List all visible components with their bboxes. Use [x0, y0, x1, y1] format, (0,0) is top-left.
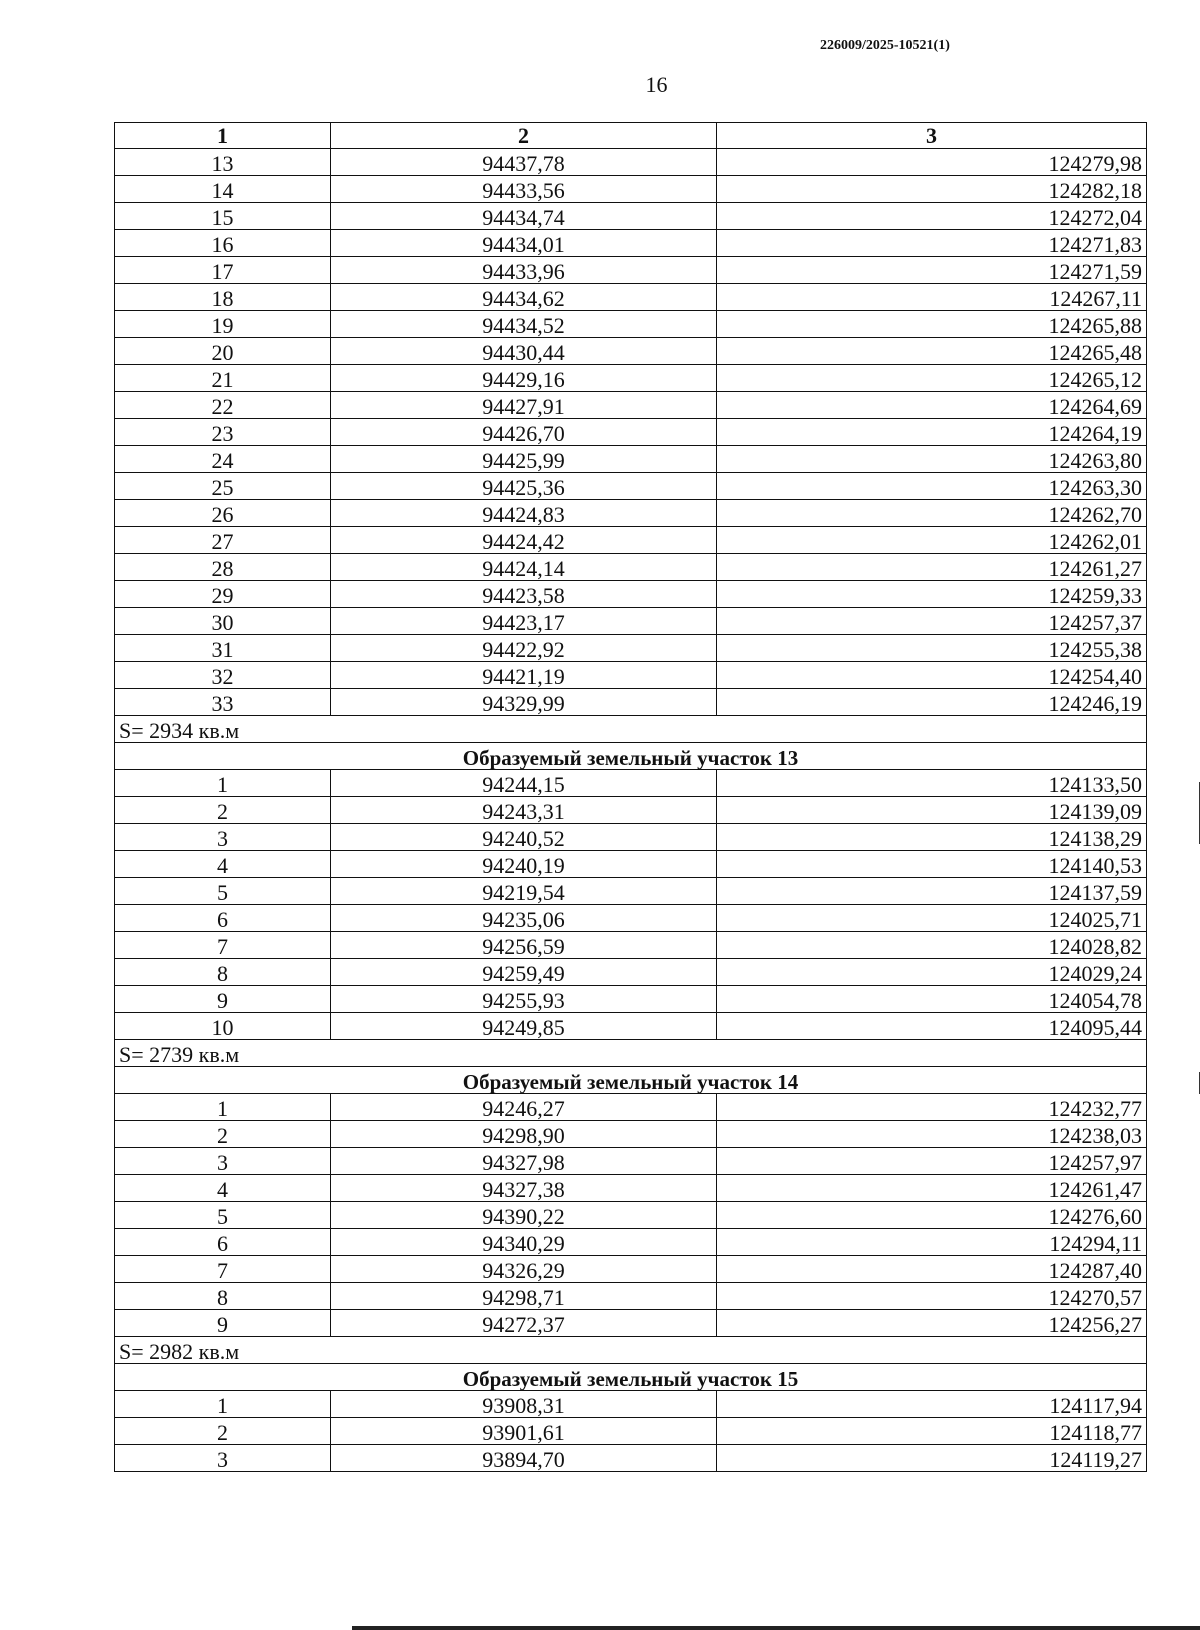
- table-row: [115, 608, 1147, 635]
- table-header-row: [115, 123, 1147, 149]
- table-row: [115, 284, 1147, 311]
- x-coordinate-cell: 94249,85: [331, 1013, 717, 1040]
- table-body: [115, 149, 1147, 1472]
- x-coordinate-cell: 94424,42: [331, 527, 717, 554]
- point-number-cell: 26: [115, 500, 331, 527]
- point-number-cell: 4: [115, 1175, 331, 1202]
- coordinates-table: [114, 122, 1147, 1472]
- y-coordinate-cell: 124254,40: [717, 662, 1147, 689]
- point-number-cell: 32: [115, 662, 331, 689]
- table-row: [115, 986, 1147, 1013]
- point-number-cell: 31: [115, 635, 331, 662]
- point-number-cell: 9: [115, 986, 331, 1013]
- table-row: [115, 1283, 1147, 1310]
- y-coordinate-cell: 124279,98: [717, 149, 1147, 176]
- x-coordinate-cell: 93908,31: [331, 1391, 717, 1418]
- table-row: [115, 1391, 1147, 1418]
- x-coordinate-cell: 94235,06: [331, 905, 717, 932]
- x-coordinate-cell: 94240,19: [331, 851, 717, 878]
- x-coordinate-cell: 94433,56: [331, 176, 717, 203]
- table-row: [115, 392, 1147, 419]
- x-coordinate-cell: 94422,92: [331, 635, 717, 662]
- point-number-cell: 3: [115, 1148, 331, 1175]
- point-number-cell: 10: [115, 1013, 331, 1040]
- table-row: [115, 959, 1147, 986]
- x-coordinate-cell: 94430,44: [331, 338, 717, 365]
- point-number-cell: 5: [115, 1202, 331, 1229]
- x-coordinate-cell: 94340,29: [331, 1229, 717, 1256]
- page-number: 16: [645, 72, 668, 97]
- point-number-cell: 3: [115, 824, 331, 851]
- point-number-cell: 20: [115, 338, 331, 365]
- point-number-cell: 17: [115, 257, 331, 284]
- x-coordinate-cell: 94246,27: [331, 1094, 717, 1121]
- column-header-1: 1: [115, 123, 331, 149]
- table-row: [115, 662, 1147, 689]
- scan-bottom-rule: [352, 1626, 1200, 1630]
- area-value: S= 2934 кв.м: [115, 716, 1147, 743]
- section-title-row: [115, 1067, 1147, 1094]
- point-number-cell: 22: [115, 392, 331, 419]
- point-number-cell: 2: [115, 1418, 331, 1445]
- table-row: [115, 446, 1147, 473]
- table-row: [115, 581, 1147, 608]
- x-coordinate-cell: 94244,15: [331, 770, 717, 797]
- y-coordinate-cell: 124265,12: [717, 365, 1147, 392]
- x-coordinate-cell: 94298,71: [331, 1283, 717, 1310]
- x-coordinate-cell: 94425,99: [331, 446, 717, 473]
- x-coordinate-cell: 94256,59: [331, 932, 717, 959]
- point-number-cell: 27: [115, 527, 331, 554]
- y-coordinate-cell: 124025,71: [717, 905, 1147, 932]
- x-coordinate-cell: 94423,58: [331, 581, 717, 608]
- x-coordinate-cell: 94433,96: [331, 257, 717, 284]
- column-header-3: 3: [717, 123, 1147, 149]
- point-number-cell: 23: [115, 419, 331, 446]
- area-row: [115, 1040, 1147, 1067]
- point-number-cell: 1: [115, 1094, 331, 1121]
- table-row: [115, 365, 1147, 392]
- y-coordinate-cell: 124238,03: [717, 1121, 1147, 1148]
- table-row: [115, 770, 1147, 797]
- point-number-cell: 30: [115, 608, 331, 635]
- y-coordinate-cell: 124257,37: [717, 608, 1147, 635]
- table-row: [115, 1418, 1147, 1445]
- point-number-cell: 2: [115, 797, 331, 824]
- y-coordinate-cell: 124054,78: [717, 986, 1147, 1013]
- x-coordinate-cell: 94424,83: [331, 500, 717, 527]
- table-row: [115, 1445, 1147, 1472]
- y-coordinate-cell: 124282,18: [717, 176, 1147, 203]
- y-coordinate-cell: 124267,11: [717, 284, 1147, 311]
- point-number-cell: 21: [115, 365, 331, 392]
- table-row: [115, 1121, 1147, 1148]
- x-coordinate-cell: 94298,90: [331, 1121, 717, 1148]
- point-number-cell: 4: [115, 851, 331, 878]
- x-coordinate-cell: 94434,52: [331, 311, 717, 338]
- y-coordinate-cell: 124271,83: [717, 230, 1147, 257]
- section-title: Образуемый земельный участок 15: [115, 1364, 1147, 1391]
- section-title-row: [115, 743, 1147, 770]
- y-coordinate-cell: 124261,47: [717, 1175, 1147, 1202]
- y-coordinate-cell: 124263,80: [717, 446, 1147, 473]
- y-coordinate-cell: 124139,09: [717, 797, 1147, 824]
- x-coordinate-cell: 94243,31: [331, 797, 717, 824]
- x-coordinate-cell: 94219,54: [331, 878, 717, 905]
- y-coordinate-cell: 124246,19: [717, 689, 1147, 716]
- point-number-cell: 3: [115, 1445, 331, 1472]
- point-number-cell: 8: [115, 1283, 331, 1310]
- table-row: [115, 473, 1147, 500]
- table-row: [115, 176, 1147, 203]
- point-number-cell: 33: [115, 689, 331, 716]
- table-row: [115, 635, 1147, 662]
- table-row: [115, 419, 1147, 446]
- x-coordinate-cell: 94240,52: [331, 824, 717, 851]
- table-row: [115, 932, 1147, 959]
- x-coordinate-cell: 94329,99: [331, 689, 717, 716]
- point-number-cell: 7: [115, 932, 331, 959]
- table-row: [115, 878, 1147, 905]
- table-row: [115, 797, 1147, 824]
- x-coordinate-cell: 94327,38: [331, 1175, 717, 1202]
- point-number-cell: 15: [115, 203, 331, 230]
- point-number-cell: 24: [115, 446, 331, 473]
- point-number-cell: 19: [115, 311, 331, 338]
- point-number-cell: 1: [115, 1391, 331, 1418]
- y-coordinate-cell: 124257,97: [717, 1148, 1147, 1175]
- table-row: [115, 1175, 1147, 1202]
- y-coordinate-cell: 124265,88: [717, 311, 1147, 338]
- x-coordinate-cell: 94423,17: [331, 608, 717, 635]
- table-row: [115, 905, 1147, 932]
- point-number-cell: 25: [115, 473, 331, 500]
- y-coordinate-cell: 124118,77: [717, 1418, 1147, 1445]
- table-row: [115, 824, 1147, 851]
- column-header-2: 2: [331, 123, 717, 149]
- y-coordinate-cell: 124272,04: [717, 203, 1147, 230]
- table-row: [115, 689, 1147, 716]
- x-coordinate-cell: 94255,93: [331, 986, 717, 1013]
- y-coordinate-cell: 124263,30: [717, 473, 1147, 500]
- point-number-cell: 8: [115, 959, 331, 986]
- x-coordinate-cell: 94327,98: [331, 1148, 717, 1175]
- table-row: [115, 500, 1147, 527]
- y-coordinate-cell: 124262,70: [717, 500, 1147, 527]
- y-coordinate-cell: 124029,24: [717, 959, 1147, 986]
- point-number-cell: 6: [115, 905, 331, 932]
- point-number-cell: 2: [115, 1121, 331, 1148]
- y-coordinate-cell: 124259,33: [717, 581, 1147, 608]
- table-row: [115, 527, 1147, 554]
- y-coordinate-cell: 124133,50: [717, 770, 1147, 797]
- area-value: S= 2739 кв.м: [115, 1040, 1147, 1067]
- point-number-cell: 5: [115, 878, 331, 905]
- y-coordinate-cell: 124270,57: [717, 1283, 1147, 1310]
- point-number-cell: 7: [115, 1256, 331, 1283]
- x-coordinate-cell: 94424,14: [331, 554, 717, 581]
- area-row: [115, 716, 1147, 743]
- point-number-cell: 28: [115, 554, 331, 581]
- table-row: [115, 1202, 1147, 1229]
- section-title: Образуемый земельный участок 13: [115, 743, 1147, 770]
- area-value: S= 2982 кв.м: [115, 1337, 1147, 1364]
- section-title: Образуемый земельный участок 14: [115, 1067, 1147, 1094]
- x-coordinate-cell: 94259,49: [331, 959, 717, 986]
- x-coordinate-cell: 94427,91: [331, 392, 717, 419]
- x-coordinate-cell: 94421,19: [331, 662, 717, 689]
- y-coordinate-cell: 124271,59: [717, 257, 1147, 284]
- table-row: [115, 149, 1147, 176]
- x-coordinate-cell: 94434,01: [331, 230, 717, 257]
- table-row: [115, 311, 1147, 338]
- table-row: [115, 851, 1147, 878]
- y-coordinate-cell: 124140,53: [717, 851, 1147, 878]
- table-row: [115, 1013, 1147, 1040]
- point-number-cell: 13: [115, 149, 331, 176]
- table-row: [115, 203, 1147, 230]
- y-coordinate-cell: 124265,48: [717, 338, 1147, 365]
- x-coordinate-cell: 93901,61: [331, 1418, 717, 1445]
- y-coordinate-cell: 124264,69: [717, 392, 1147, 419]
- y-coordinate-cell: 124232,77: [717, 1094, 1147, 1121]
- x-coordinate-cell: 94272,37: [331, 1310, 717, 1337]
- y-coordinate-cell: 124255,38: [717, 635, 1147, 662]
- area-row: [115, 1337, 1147, 1364]
- point-number-cell: 16: [115, 230, 331, 257]
- x-coordinate-cell: 93894,70: [331, 1445, 717, 1472]
- y-coordinate-cell: 124028,82: [717, 932, 1147, 959]
- y-coordinate-cell: 124276,60: [717, 1202, 1147, 1229]
- y-coordinate-cell: 124262,01: [717, 527, 1147, 554]
- document-number: 226009/2025-10521(1): [820, 38, 950, 53]
- y-coordinate-cell: 124287,40: [717, 1256, 1147, 1283]
- y-coordinate-cell: 124119,27: [717, 1445, 1147, 1472]
- table-row: [115, 1148, 1147, 1175]
- table-row: [115, 1310, 1147, 1337]
- x-coordinate-cell: 94434,74: [331, 203, 717, 230]
- x-coordinate-cell: 94429,16: [331, 365, 717, 392]
- table-row: [115, 554, 1147, 581]
- table-row: [115, 1094, 1147, 1121]
- x-coordinate-cell: 94434,62: [331, 284, 717, 311]
- point-number-cell: 9: [115, 1310, 331, 1337]
- x-coordinate-cell: 94426,70: [331, 419, 717, 446]
- point-number-cell: 14: [115, 176, 331, 203]
- table-row: [115, 1256, 1147, 1283]
- x-coordinate-cell: 94437,78: [331, 149, 717, 176]
- x-coordinate-cell: 94326,29: [331, 1256, 717, 1283]
- y-coordinate-cell: 124137,59: [717, 878, 1147, 905]
- y-coordinate-cell: 124294,11: [717, 1229, 1147, 1256]
- y-coordinate-cell: 124264,19: [717, 419, 1147, 446]
- point-number-cell: 18: [115, 284, 331, 311]
- x-coordinate-cell: 94390,22: [331, 1202, 717, 1229]
- table-row: [115, 338, 1147, 365]
- y-coordinate-cell: 124256,27: [717, 1310, 1147, 1337]
- table-row: [115, 257, 1147, 284]
- table-row: [115, 1229, 1147, 1256]
- point-number-cell: 6: [115, 1229, 331, 1256]
- y-coordinate-cell: 124117,94: [717, 1391, 1147, 1418]
- y-coordinate-cell: 124261,27: [717, 554, 1147, 581]
- section-title-row: [115, 1364, 1147, 1391]
- y-coordinate-cell: 124095,44: [717, 1013, 1147, 1040]
- table-row: [115, 230, 1147, 257]
- x-coordinate-cell: 94425,36: [331, 473, 717, 500]
- y-coordinate-cell: 124138,29: [717, 824, 1147, 851]
- point-number-cell: 29: [115, 581, 331, 608]
- point-number-cell: 1: [115, 770, 331, 797]
